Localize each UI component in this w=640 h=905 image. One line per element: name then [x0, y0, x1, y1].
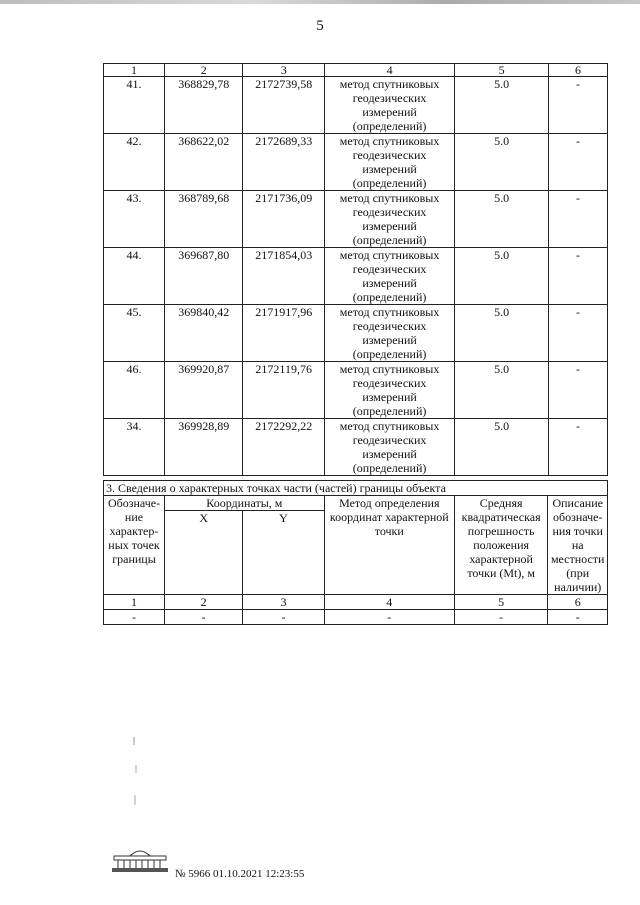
number-cell: 2	[165, 595, 243, 610]
table-row	[104, 191, 608, 248]
empty-cell: -	[165, 610, 243, 625]
cell-mt: 5.0	[455, 362, 549, 419]
cell-mt: 5.0	[455, 248, 549, 305]
table-row	[104, 305, 608, 362]
col-y: Y	[243, 511, 324, 595]
cell-y: 2172739,58	[243, 77, 324, 134]
cell-x: 369928,89	[165, 419, 243, 476]
cell-desc: -	[548, 362, 607, 419]
section3-table	[103, 480, 608, 625]
cell-desc: -	[548, 191, 607, 248]
table-header-row	[104, 64, 608, 77]
cell-desc: -	[548, 77, 607, 134]
section-empty-row	[104, 610, 608, 625]
government-building-seal-icon	[110, 846, 170, 874]
col-x: X	[165, 511, 243, 595]
cell-mt: 5.0	[455, 305, 549, 362]
number-cell: 5	[454, 595, 548, 610]
page-number: 5	[316, 18, 324, 34]
cell-desc: -	[548, 134, 607, 191]
header-cell: 5	[455, 64, 549, 77]
cell-method: метод спутниковых геодезических измерений (определений)	[324, 191, 454, 248]
table-row	[104, 134, 608, 191]
cell-method: метод спутниковых геодезических измерений (определений)	[324, 77, 454, 134]
cell-y: 2172689,33	[243, 134, 324, 191]
table-row	[104, 419, 608, 476]
empty-cell: -	[548, 610, 608, 625]
document-number: № 5966 01.10.2021 12:23:55	[175, 868, 305, 880]
cell-n: 34.	[104, 419, 165, 476]
cell-method: метод спутниковых геодезических измерений (определений)	[324, 134, 454, 191]
header-cell: 4	[324, 64, 454, 77]
col-method: Метод определения координат характерной точки	[324, 496, 454, 595]
cell-x: 368789,68	[165, 191, 243, 248]
section-title-row	[104, 481, 608, 496]
col-desc: Описание обозначе-ния точки на местности (при наличии)	[548, 496, 608, 595]
cell-mt: 5.0	[455, 77, 549, 134]
cell-x: 369687,80	[165, 248, 243, 305]
empty-cell: -	[324, 610, 454, 625]
cell-desc: -	[548, 419, 607, 476]
cell-x: 368622,02	[165, 134, 243, 191]
cell-n: 43.	[104, 191, 165, 248]
empty-cell: -	[243, 610, 324, 625]
section-title: 3. Сведения о характерных точках части (частей) границы объекта	[104, 481, 608, 496]
cell-desc: -	[548, 305, 607, 362]
coordinates-table	[103, 63, 608, 476]
cell-y: 2171736,09	[243, 191, 324, 248]
cell-n: 46.	[104, 362, 165, 419]
cell-x: 368829,78	[165, 77, 243, 134]
col-designation: Обозначе-ние характер-ных точек границы	[104, 496, 165, 595]
cell-y: 2171854,03	[243, 248, 324, 305]
scan-top-edge	[0, 0, 640, 4]
scan-specks	[130, 735, 150, 815]
cell-method: метод спутниковых геодезических измерений (определений)	[324, 362, 454, 419]
number-cell: 1	[104, 595, 165, 610]
number-cell: 6	[548, 595, 608, 610]
table-row	[104, 362, 608, 419]
header-cell: 3	[243, 64, 324, 77]
cell-n: 42.	[104, 134, 165, 191]
cell-mt: 5.0	[455, 419, 549, 476]
empty-cell: -	[454, 610, 548, 625]
cell-y: 2172292,22	[243, 419, 324, 476]
empty-cell: -	[104, 610, 165, 625]
table-row	[104, 248, 608, 305]
cell-y: 2172119,76	[243, 362, 324, 419]
cell-method: метод спутниковых геодезических измерений (определений)	[324, 419, 454, 476]
cell-n: 44.	[104, 248, 165, 305]
section-header-row	[104, 496, 608, 511]
section-number-row	[104, 595, 608, 610]
header-cell: 1	[104, 64, 165, 77]
cell-n: 41.	[104, 77, 165, 134]
cell-desc: -	[548, 248, 607, 305]
cell-method: метод спутниковых геодезических измерений (определений)	[324, 305, 454, 362]
cell-mt: 5.0	[455, 134, 549, 191]
col-coords: Координаты, м	[165, 496, 325, 511]
cell-n: 45.	[104, 305, 165, 362]
number-cell: 3	[243, 595, 324, 610]
header-cell: 2	[165, 64, 243, 77]
cell-method: метод спутниковых геодезических измерений (определений)	[324, 248, 454, 305]
cell-y: 2171917,96	[243, 305, 324, 362]
table-row	[104, 77, 608, 134]
cell-x: 369920,87	[165, 362, 243, 419]
cell-x: 369840,42	[165, 305, 243, 362]
cell-mt: 5.0	[455, 191, 549, 248]
header-cell: 6	[548, 64, 607, 77]
col-mt: Средняя квадратическая погрешность положения характерной точки (Mt), м	[454, 496, 548, 595]
number-cell: 4	[324, 595, 454, 610]
